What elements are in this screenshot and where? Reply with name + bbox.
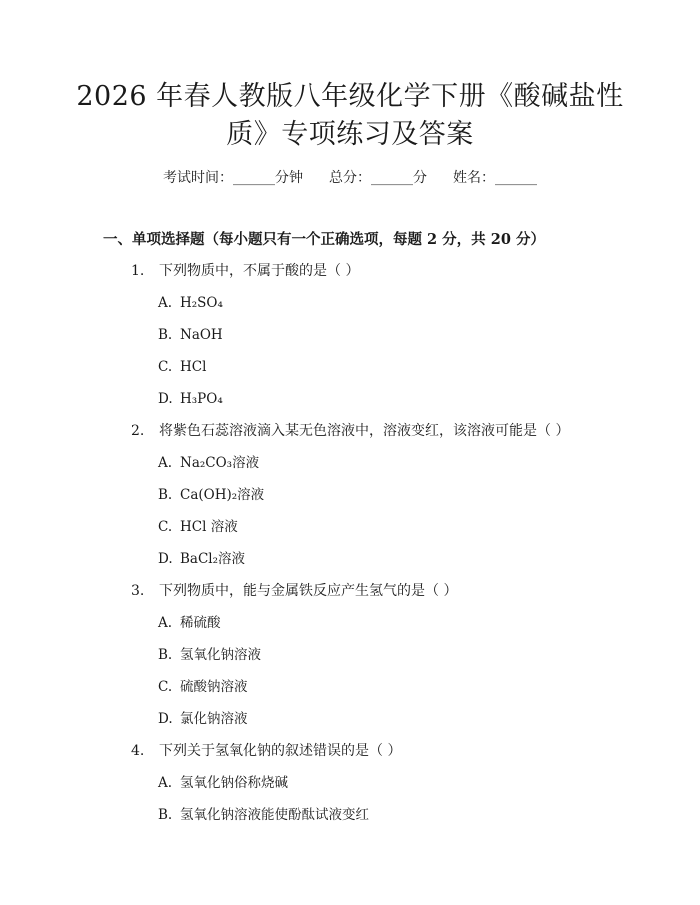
option-3c [158, 678, 248, 696]
question-number: 2. [131, 423, 145, 439]
option-3b [158, 646, 261, 664]
score-label: 总分： [329, 170, 371, 186]
option-1d [158, 390, 223, 408]
option-text: Ca(OH)₂溶液 [180, 487, 265, 503]
name-blank: ______ [495, 170, 537, 186]
option-text: HCl [180, 359, 207, 375]
option-text: 氢氧化钠俗称烧碱 [180, 775, 288, 791]
question-number: 1. [131, 263, 145, 279]
option-1b [158, 326, 223, 344]
option-2c [158, 518, 238, 536]
page-title-line-2: 质》专项练习及答案 [226, 119, 474, 150]
exam-meta [0, 169, 700, 187]
name-label: 姓名： [453, 170, 495, 186]
page-title-line-1: 2026 年春人教版八年级化学下册《酸碱盐性 [76, 81, 624, 112]
option-label: C. [158, 679, 173, 695]
option-text: 氢氧化钠溶液 [180, 647, 261, 663]
option-text: HCl 溶液 [180, 519, 238, 535]
option-2d [158, 550, 245, 568]
time-label: 考试时间： [163, 170, 233, 186]
option-label: B. [158, 327, 173, 343]
option-text: H₃PO₄ [180, 391, 223, 407]
option-4b [158, 806, 369, 824]
question-text: 下列关于氢氧化钠的叙述错误的是（ ） [159, 743, 402, 759]
question-text: 下列物质中，能与金属铁反应产生氢气的是（ ） [159, 583, 458, 599]
option-label: A. [158, 775, 173, 791]
option-text: 氢氧化钠溶液能使酚酞试液变红 [180, 807, 369, 823]
option-1c [158, 358, 206, 376]
option-2b [158, 486, 264, 504]
score-blank: ______ [371, 170, 413, 186]
option-2a [158, 454, 259, 472]
option-text: BaCl₂溶液 [180, 551, 246, 567]
option-text: 稀硫酸 [180, 615, 221, 631]
option-text: H₂SO₄ [180, 295, 223, 311]
question-text: 下列物质中，不属于酸的是（ ） [159, 263, 360, 279]
option-text: 氯化钠溶液 [180, 711, 248, 727]
option-text: NaOH [180, 327, 223, 343]
option-label: A. [158, 455, 173, 471]
option-3a [158, 614, 221, 632]
option-label: C. [158, 519, 173, 535]
option-label: A. [158, 615, 173, 631]
option-text: 硫酸钠溶液 [180, 679, 248, 695]
question-number: 4. [131, 743, 145, 759]
option-label: D. [158, 551, 173, 567]
section-heading: 一、单项选择题（每小题只有一个正确选项，每题 2 分，共 20 分） [103, 231, 545, 248]
option-label: A. [158, 295, 173, 311]
question-text: 将紫色石蕊溶液滴入某无色溶液中，溶液变红，该溶液可能是（ ） [159, 423, 570, 439]
score-unit: 分 [413, 170, 427, 186]
option-label: D. [158, 711, 173, 727]
option-1a [158, 294, 223, 312]
option-label: B. [158, 647, 173, 663]
option-label: D. [158, 391, 173, 407]
option-label: B. [158, 807, 173, 823]
option-label: B. [158, 487, 173, 503]
time-unit: 分钟 [275, 170, 303, 186]
time-blank: ______ [233, 170, 275, 186]
option-3d [158, 710, 248, 728]
option-4a [158, 774, 288, 792]
option-text: Na₂CO₃溶液 [180, 455, 260, 471]
question-number: 3. [131, 583, 145, 599]
option-label: C. [158, 359, 173, 375]
